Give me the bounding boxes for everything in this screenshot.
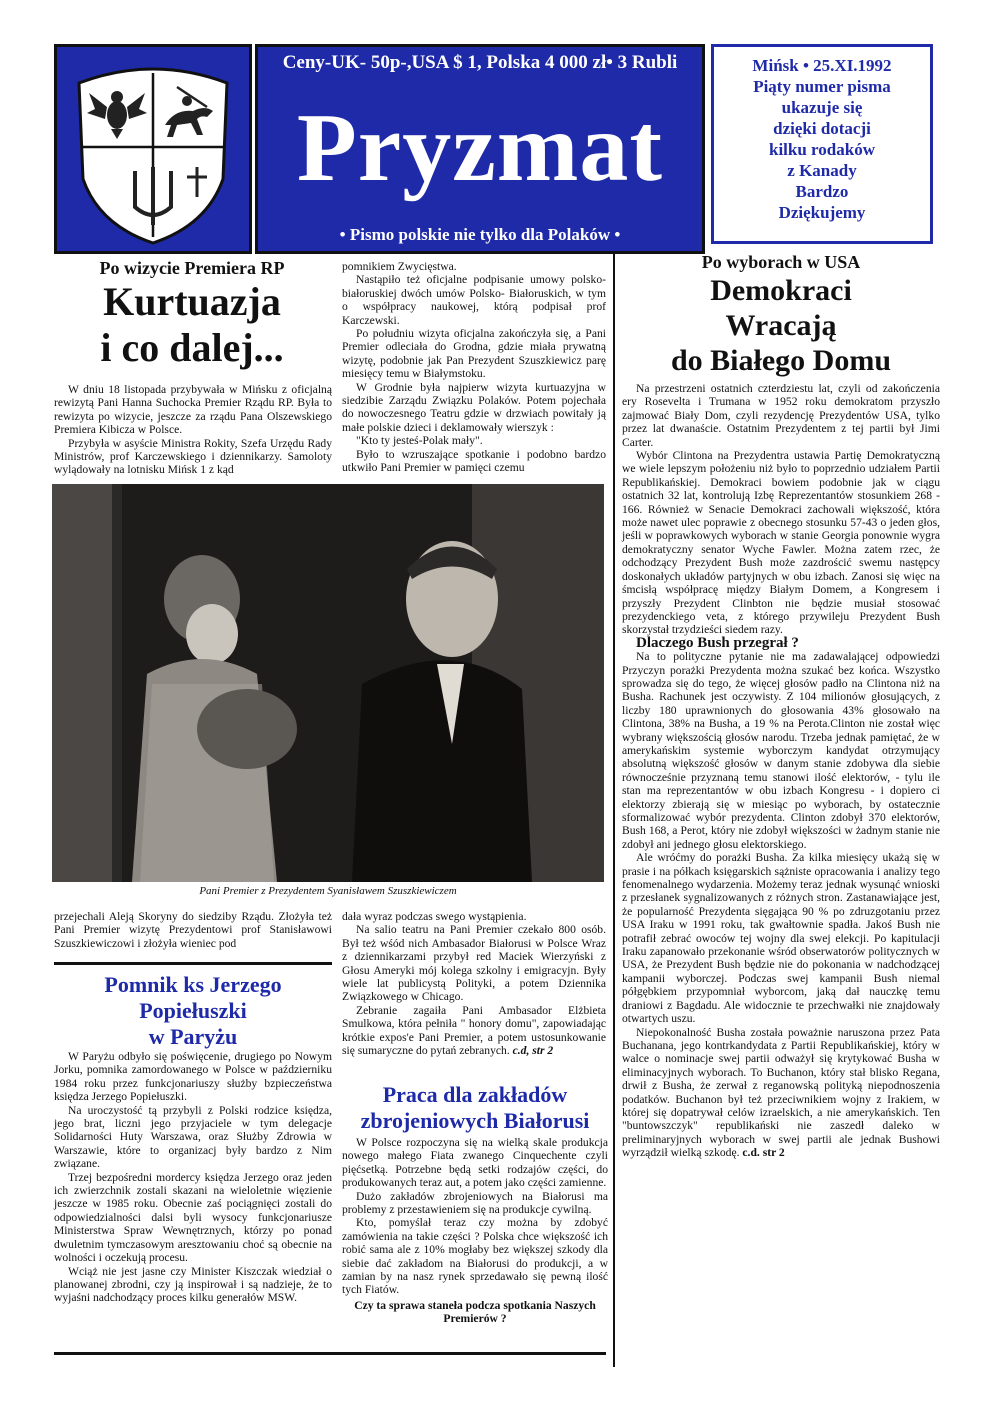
price-line: Ceny-UK- 50p-,USA $ 1, Polska 4 000 zł• 3 Rubli: [282, 52, 678, 73]
paragraph: Przybyła w asyście Ministra Rokity, Szefa Urzędu Rady Ministrów, prof Karczewskiego i dziennikarzy. Samoloty wylądowały na lotnisku Mińsk 1 z kąd: [54, 436, 332, 477]
paragraph: Kto, pomyślał teraz czy można by zdobyć zamówienia na takie części ? Polska chce większość ich robić sama ale z 10% mogłaby bez większej szkody dla siebie dać zakładom na Białorusi do produkcji, a w zamian by na nasz rynek sprzedawało się pewną ilość tych Fiatów.: [342, 1216, 608, 1297]
article-pomnik-body: [54, 1050, 332, 1305]
article-demokraci-body: [622, 382, 940, 1160]
article-subhead: Dlaczego Bush przegrał ?: [636, 634, 799, 651]
article-headline: i co dalej...: [100, 325, 284, 370]
paragraph: W Grodnie była najpierw wizyta kurtuazyjna w siedzibie Zarządu Związku Polaków. Potem pojechała do nowoczesnego Teatru gdzie w drzwiach powitały ją małe polskie dzieci i deklamowały wierszyk :: [342, 380, 606, 434]
slogan: • Pismo polskie nie tylko dla Polaków •: [339, 225, 621, 244]
issue-date: Mińsk • 25.XI.1992: [752, 56, 892, 75]
article-demokraci-header: [622, 252, 940, 378]
masthead: [255, 44, 705, 254]
paragraph: Dużo zakładów zbrojeniowych na Białorusi ma problemy z przestawieniem się na produkcje cywilną.: [342, 1189, 608, 1217]
article-headline: Kurtuazja: [103, 279, 281, 324]
continued-reference: c.d. str 2: [742, 1146, 785, 1160]
photo-caption: Pani Premier z Prezydentem Syanisławem Szuszkiewiczem: [199, 885, 457, 897]
article-kurtuazja-header: [52, 258, 332, 371]
info-line: Dziękujemy: [778, 203, 866, 222]
article-headline: do Białego Domu: [670, 344, 892, 377]
paragraph: Wybór Clintona na Prezydentra ustawia Partię Demokratyczną we wiele lepszym położeniu niż było to poprzednio udziałem Partii Republikańskiej. Demokraci bowiem podobnie jak w ciągu ostatnich 32 lat, kontrolują Izbę Reprezentantów stosunkiem 268 - 166. Również w Senacie Demokraci zachowali większość, która może nawet ulec poprawie z obecnego stosunku 57-43 o jeden głos, jeśli w poprawkowych wyborach w stanie Georgia ponownie wygra demokratyczny senator Wyche Fawler. Można zatem rzec, że odchodzący Prezydent Bush może zazdrościć swemu następcy doskonałych układów partyjnych w obu izbach. Zanosi się więc na śmcisłą współpracę między Białym Domem, a Kongresem i przyszły Prezydent Clinbton nie będzie musiał stosować prezydenckiego veta, z którego przywileju Prezydent Bush skorzystał trzydzieści siedem razy.: [622, 449, 940, 637]
info-line: ukazuje się: [781, 98, 863, 117]
paragraph: Zebranie zagaiła Pani Ambasador Elżbieta Smulkowa, która pełniła " honory domu", zapowiadając krótkie expos'e Pani Premier, a potem ustosunkowanie się sumaryczne do pytań zebranych. c.d, str 2: [342, 1003, 606, 1058]
info-line: Bardzo: [795, 182, 849, 201]
paragraph: Na salio teatru na Pani Premier czekało 800 osób. Był też wśód nich Ambasador Białorusi w Polsce Wraz z dziennikarzami przybył red Maciek Wierzyński z Głosu Ameryki mój kolega szkolny i emigracyjn. Były wiele lat publicystą Polityki, a potem Dziennika Związkowego w Chicago.: [342, 923, 606, 1004]
paragraph: W Polsce rozpoczyna się na wielką skale produkcja nowego małego Fiata zwanego Cinquechente czyli pięćsetką. Potrzebne będą setki rodzajów części, do produkowanych teraz aut, a potem jako części zamienne.: [342, 1136, 608, 1190]
paragraph: dała wyraz podczas swego wystąpienia.: [342, 910, 527, 923]
article-kurtuazja-col1-cont: [54, 910, 332, 950]
paragraph: Nastąpiło też oficjalne podpisanie umowy polsko-białoruskiej dwóch umów Polsko- Białoruskich, w tym o współpracy naukowej, którą podpisał prof Karczewski.: [342, 273, 606, 327]
info-line: dzięki dotacji: [773, 119, 871, 138]
info-line: Piąty numer pisma: [753, 77, 891, 96]
article-headline: Demokraci: [710, 274, 852, 307]
article-kurtuazja-col1: [54, 383, 332, 477]
article-praca-body: [342, 1136, 608, 1326]
article-headline: w Paryżu: [148, 1024, 238, 1049]
article-pomnik-header: [54, 972, 332, 1050]
article-praca-header: [342, 1082, 608, 1134]
paragraph: Po południu wizyta oficjalna zakończyła się, a Pani Premier odleciała do Grodna, gdzie miała prywatną wizytę, podobnie jak Pan Prezydent Szuszkiewicz parę miesięcy temu w Białymstoku.: [342, 327, 606, 381]
newspaper-title: Pryzmat: [296, 94, 664, 202]
paragraph: Ale wróćmy do porażki Busha. Za kilka miesięcy ukażą się w prasie i na półkach księgarskich sążniste opracowania i analizy tego fenomenalnego wydarzenia. Możemy teraz jednak wysunąć wnioski z przesłanek sygnalizowanych z różnych stron. Zastanawiające jest, że popularność Prezydenta sięgająca 90 % po zdruzgotaniu przez USA Iraku w 1991 roku, tak gwałtownie spadła. Jakoś Bush nie potrafił zebrać owoców tej wojny dla swej elekcji. Po kapitulacji Iraku zapanowało przekonanie wśród obserwatorów politycznych w USA, że Prezydent Bush będzie nie do pokonania w nadchodzącej kampanii wyborczej. Podczas swej kampanii Bush niemal półgębkiem przypomniał wyborcom, jaką dał nauczkę temu draniowi z Bagdadu. Ale widocznie te przechwałki nie znajdowały otwartych uszu.: [622, 851, 940, 1026]
shield-icon: [57, 47, 249, 251]
article-kurtuazja-col2: [342, 260, 606, 475]
paragraph: Na to polityczne pytanie nie ma zadawalającej odpowiedzi Przyczyn porażki Prezydenta można szukać bez końca. Wszystko sprowadza się do tego, że więcej głosów padło na Clintona niż na Busha. Rachunek jest oczywisty. Z 104 milionów głosujących, z liczby 180 uprawnionych do głosowania 43% głosowało na Clintona, 38% na Busha, a 19 % na Perota.Clinton nie został więc wybrany większością głosów narodu. Trzeba jednak pamiętać, że w amerykańskim systemie wyborczym kandydat otrzymujący absolutną większość głosów w danym stanie zdobywa dla siebie równocześnie przyznaną temu stanowi ilość elektorów, - tylu ile stan ma reprezentantów w obu izbach Kongresu - i dopiero ci elektorzy zbierają się w miesiąc po wyborach, by ostatecznie sformalizować wybór prezydenta. Clinton zdobył 370 elektorów, Bush 168, a Perot, który nie zdobył większości w żadnym stanie nie zdobył ani jednego głosu elektorskiego.: [622, 650, 940, 851]
info-line: kilku rodaków: [769, 140, 875, 159]
paragraph: przejechali Aleją Skoryny do siedziby Rządu. Złożyła też Pani Premier wizytę Prezydentowi prof Stanisławowi Szuszkiewiczowi i złożyła wieniec pod: [54, 910, 332, 950]
paragraph: Wciąż nie jest jasne czy Minister Kiszczak wiedział o planowanej zbrodni, czy ją inspirował i są nadzieje, że to wyjaśni nadchodzący proces kilku generałów MSW.: [54, 1264, 332, 1305]
closing-question: Czy ta sprawa staneła podcza spotkania Naszych Premierów ?: [354, 1298, 596, 1326]
article-headline: Wracają: [725, 309, 837, 342]
article-headline: Popiełuszki: [139, 998, 247, 1023]
paragraph: W dniu 18 listopada przybywała w Mińsku z oficjalną rewizytą Pani Hanna Suchocka Premier Rządu RP. Była to rewizyta po wizycie, jeszcze za rządu Pana Olszewskiego Premiera Kibicza w Polsce.: [54, 383, 332, 437]
paragraph: Trzej bezpośredni mordercy księdza Jerzego oraz jeden ich zwierzchnik zostali skazani na wieloletnie więzienie jeszcze w 1985 roku. Obecnie zaś pociągnięci zostali do odpowiedzialności dalsi byli wysocy funkcjonariusze Ministerstwa Spraw Wewnętrznych, którzy po ponad dwuletnim tymczasowym aresztowaniu choć są obecnie na wolności i oczekują procesu.: [54, 1170, 332, 1265]
article-headline: Pomnik ks Jerzego: [104, 972, 282, 997]
paragraph: W Paryżu odbyło się poświęcenie, drugiego po Nowym Jorku, pomnika zamordowanego w Polsce w październiku 1984 roku przez funkcjonariuszy służby bzpieczeństwa księdza Jerzego Popiełuszki.: [54, 1050, 332, 1104]
paragraph: Było to wzruszające spotkanie i podobno bardzo utkwiło Pani Premier w pamięci czemu: [342, 447, 606, 475]
info-line: z Kanady: [787, 161, 857, 180]
paragraph: pomnikiem Zwycięstwa.: [342, 260, 457, 273]
article-headline: zbrojeniowych Białorusi: [360, 1108, 590, 1133]
divider: [54, 962, 332, 965]
bottom-rule: [54, 1352, 606, 1355]
article-kurtuazja-col2-cont: [342, 910, 606, 1057]
paragraph: Niepokonalność Busha została poważnie naruszona przez Pata Buchanana, jego kontrkandydata z Partii Republikańskiej, który w walce o nominacje swej partii odważył się krytykować Busha w eliminacyjnych wyborach. To Buchanon, który stał blisko Regana, drwił z Busha, że zerwał z reganowską polityką niepodnoszenia podatków. Buchanon był też przeciwnikiem wojny z Irakiem, w której się dopatrywał celów izraelskich, a nie amerykańskich. Ten "buntowszczyk" republikański nie zaszedł daleko w preliminaryjnych wyborach w swej partii ale jednak Bushowi wyrządził wielką szkodę. c.d. str 2: [622, 1025, 940, 1160]
article-kicker: Po wizycie Premiera RP: [99, 258, 285, 278]
coat-of-arms-logo: [54, 44, 252, 254]
continued-reference: c.d, str 2: [512, 1044, 554, 1058]
paragraph: "Kto ty jesteś-Polak mały".: [356, 434, 483, 448]
issue-info-box: [711, 44, 933, 244]
paragraph: Na przestrzeni ostatnich czterdziestu lat, czyli od zakończenia ery Rosevelta i Trumana w 1952 roku demokratom przyszło zajmować Biały Dom, czyli rezydencję Prezydentów USA, tylko przez lat dwanaście. Ostatnim Prezydentem z tej partii był Jimi Carter.: [622, 382, 940, 449]
article-kicker: Po wyborach w USA: [701, 252, 861, 272]
news-photo: [52, 484, 604, 882]
paragraph: Na uroczystość tą przybyli z Polski rodzice księdza, jego brat, liczni jego przyjaciele w tym delegacje Solidarności Huty Warszawa, oraz Służby Zdrowia w Warszawie, które to organizacj były bardzo z Nim związane.: [54, 1103, 332, 1171]
column-rule: [613, 252, 615, 1367]
article-headline: Praca dla zakładów: [382, 1082, 568, 1107]
